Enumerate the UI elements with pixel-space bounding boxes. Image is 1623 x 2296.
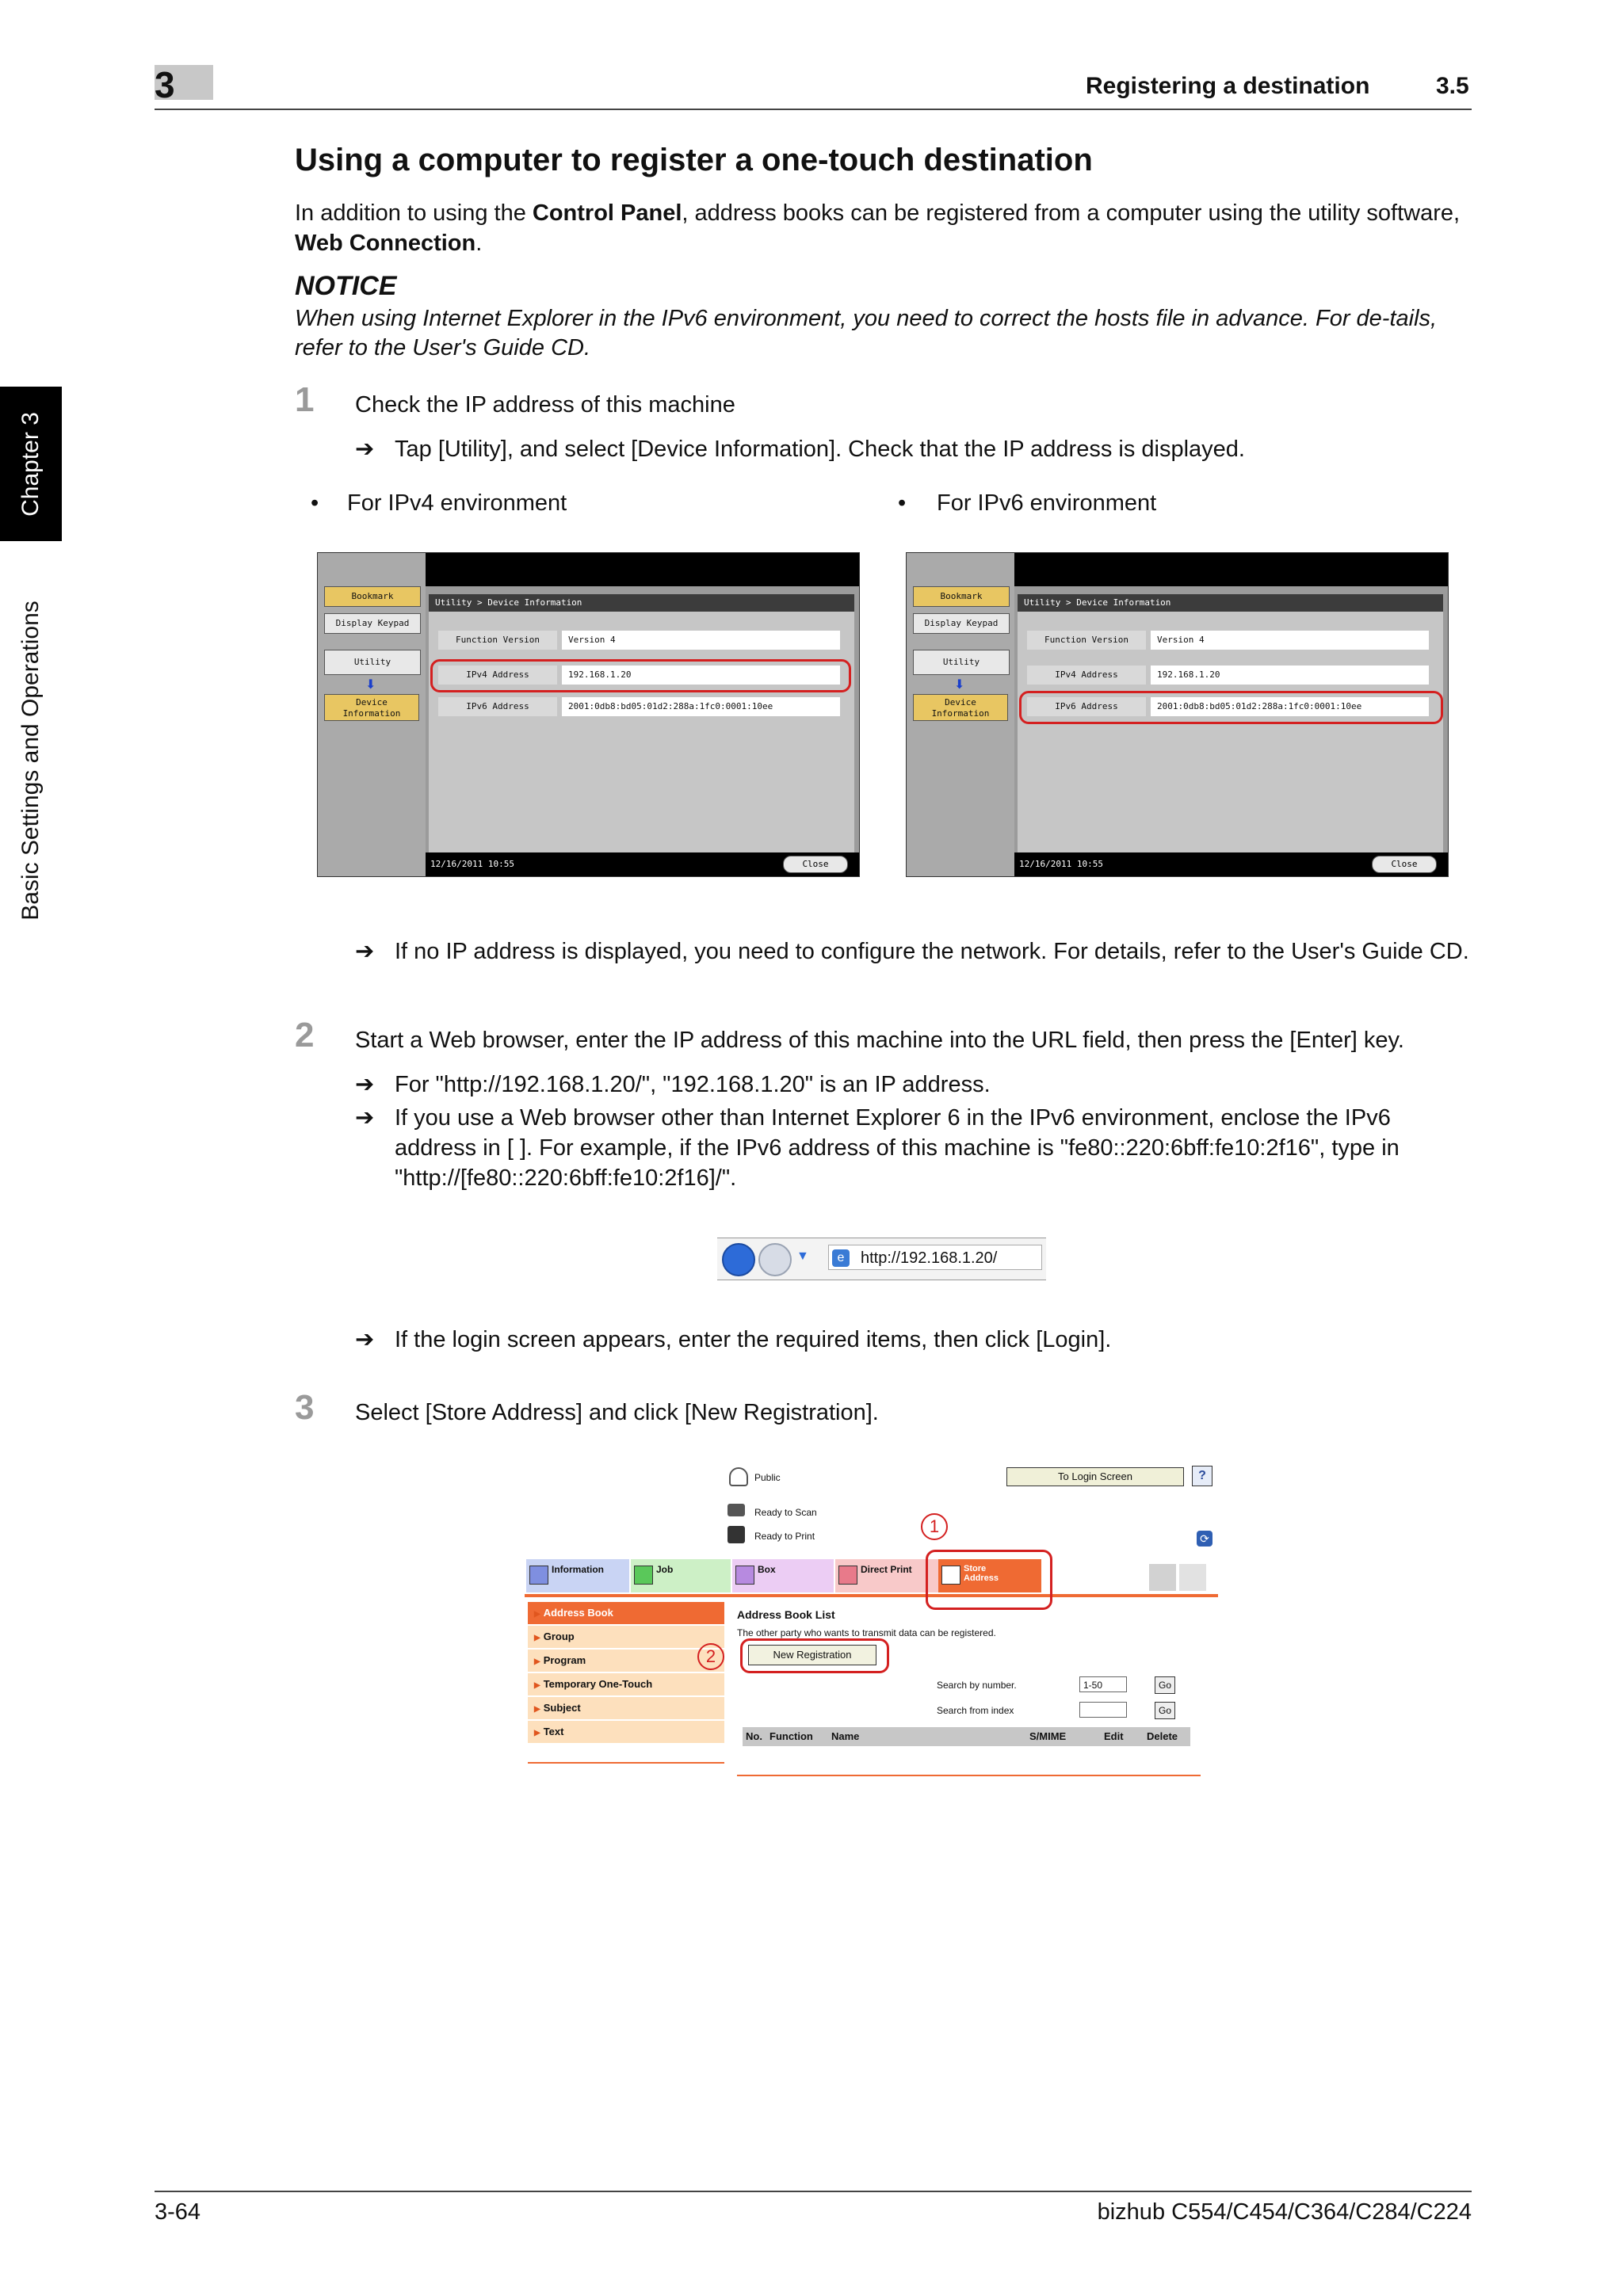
step-number: 2	[295, 1016, 315, 1055]
down-arrow-icon: ⬇	[365, 678, 376, 692]
menu-address-book: ▶ Address Book	[528, 1602, 724, 1624]
step-text: Start a Web browser, enter the IP address of this machine into the URL field, then press the [Enter] key.	[355, 1028, 1404, 1053]
screenshot-ipv6	[906, 552, 1449, 877]
step-text: Check the IP address of this machine	[355, 392, 735, 418]
page-heading: Using a computer to register a one-touch destination	[295, 143, 1093, 177]
step-substep: For "http://192.168.1.20/", "192.168.1.20" is an IP address.	[395, 1072, 991, 1097]
arrow-icon: ➔	[355, 1072, 375, 1097]
device-info-button: Device Information	[913, 694, 1008, 721]
login-screen-button: To Login Screen	[1006, 1467, 1184, 1486]
tab-job: Job	[631, 1559, 731, 1592]
device-info-button: Device Information	[324, 694, 419, 721]
step-substep: If you use a Web browser other than Internet Explorer 6 in the IPv6 environment, enclose the IPv6 address in [ ]. For example, if the IPv6 address of this machine is "fe80::220:6bff:fe10:2f16", type in "http://[fe80::220:6bff:fe10:2f16]/".	[395, 1105, 1400, 1191]
info-row: IPv4 Address 192.168.1.20	[1027, 666, 1429, 685]
ready-scan-label: Ready to Scan	[754, 1507, 817, 1518]
address-table-header: No. Function Name S/MIME Edit Delete	[743, 1727, 1190, 1746]
arrow-icon: ➔	[355, 1327, 375, 1352]
tab-underline	[525, 1594, 1218, 1597]
display-keypad-button: Display Keypad	[324, 613, 421, 634]
intro-paragraph: In addition to using the Control Panel, address books can be registered from a computer using the utility software, Web Connection.	[295, 200, 1461, 256]
info-row: Function Version Version 4	[1027, 631, 1429, 650]
go-button: Go	[1155, 1676, 1175, 1694]
search-index-select	[1079, 1702, 1127, 1718]
highlight-ring	[1019, 691, 1443, 724]
utility-button: Utility	[913, 650, 1010, 675]
step-text: Select [Store Address] and click [New Registration].	[355, 1400, 879, 1425]
printer-icon	[727, 1526, 745, 1543]
bookmark-button: Bookmark	[324, 586, 421, 607]
camera-icon	[1149, 1564, 1176, 1591]
info-row: IPv6 Address 2001:0db8:bd05:01d2:288a:1fc0:0001:10ee	[438, 697, 840, 716]
notice-text: When using Internet Explorer in the IPv6 environment, you need to correct the hosts file in advance. For de-tails, refer to the User's Guide CD.	[295, 306, 1438, 360]
utility-button: Utility	[324, 650, 421, 675]
info-row: Function Version Version 4	[438, 631, 840, 650]
bullet-icon: •	[311, 490, 319, 516]
close-button: Close	[783, 856, 848, 873]
section-number: 3.5	[1436, 73, 1469, 99]
arrow-icon: ➔	[355, 939, 375, 964]
public-label: Public	[754, 1472, 781, 1483]
panel-datetime: 12/16/2011 10:55	[1019, 859, 1103, 869]
notice-title: NOTICE	[295, 271, 397, 301]
side-tab-chapter: Chapter 3	[17, 411, 44, 517]
url-field: http://192.168.1.20/	[828, 1245, 1042, 1270]
menu-subject: ▶ Subject	[528, 1697, 724, 1719]
tab-information: Information	[526, 1559, 629, 1592]
go-button: Go	[1155, 1702, 1175, 1719]
dropdown-icon: ▼	[796, 1249, 809, 1263]
callout-2: 2	[697, 1643, 724, 1670]
callout-ring-new-registration	[740, 1638, 889, 1673]
step-number: 3	[295, 1388, 315, 1427]
user-icon	[729, 1467, 748, 1486]
menu-group: ▶ Group	[528, 1626, 724, 1648]
arrow-icon: ➔	[355, 1105, 375, 1131]
highlight-ring	[430, 659, 851, 692]
list-title: Address Book List	[737, 1608, 835, 1621]
section-title: Registering a destination	[1086, 73, 1370, 99]
callout-1: 1	[921, 1513, 948, 1540]
web-connection-screenshot	[525, 1458, 1218, 1791]
bullet-ipv4: For IPv4 environment	[347, 490, 567, 516]
model-name: bizhub C554/C454/C364/C284/C224	[1097, 2199, 1472, 2225]
chapter-number: 3	[155, 64, 175, 105]
tab-direct-print: Direct Print	[835, 1559, 938, 1592]
tab-store-address: Store Address	[938, 1559, 1041, 1592]
step-substep: Tap [Utility], and select [Device Information]. Check that the IP address is displayed.	[395, 437, 1245, 462]
back-icon	[722, 1243, 755, 1276]
browser-url-bar	[717, 1238, 1046, 1280]
page-number: 3-64	[155, 2199, 201, 2225]
arrow-icon: ➔	[355, 437, 375, 462]
search-number-select: 1-50	[1079, 1676, 1127, 1692]
tab-box: Box	[732, 1559, 834, 1592]
side-tab-title: Basic Settings and Operations	[17, 601, 44, 921]
footer-rule	[155, 2191, 1472, 2192]
bullet-icon: •	[898, 490, 907, 516]
step-note: If the login screen appears, enter the required items, then click [Login].	[395, 1327, 1112, 1352]
help-icon: ?	[1192, 1466, 1212, 1486]
refresh-icon: ⟳	[1197, 1531, 1212, 1547]
info-row: IPv4 Address 192.168.1.20	[438, 666, 840, 685]
bookmark-button: Bookmark	[913, 586, 1010, 607]
menu-program: ▶ Program	[528, 1650, 724, 1672]
display-keypad-button: Display Keypad	[913, 613, 1010, 634]
table-divider	[737, 1775, 1201, 1776]
step-number: 1	[295, 380, 315, 419]
search-index-label: Search from index	[937, 1705, 1014, 1716]
menu-divider	[528, 1762, 724, 1764]
search-number-label: Search by number.	[937, 1680, 1017, 1691]
panel-breadcrumb: Utility > Device Information	[429, 594, 854, 612]
bullet-ipv6: For IPv6 environment	[937, 490, 1157, 516]
header-rule	[155, 109, 1472, 110]
step-note: If no IP address is displayed, you need to configure the network. For details, refer to the User's Guide CD.	[395, 939, 1469, 964]
menu-text: ▶ Text	[528, 1721, 724, 1743]
down-arrow-icon: ⬇	[954, 678, 965, 692]
forward-icon	[758, 1243, 792, 1276]
panel-breadcrumb: Utility > Device Information	[1018, 594, 1443, 612]
close-button: Close	[1372, 856, 1437, 873]
callout-ring-store-address	[926, 1550, 1052, 1610]
menu-temporary-one-touch: ▶ Temporary One-Touch	[528, 1673, 724, 1695]
new-registration-button: New Registration	[748, 1645, 876, 1665]
panel-datetime: 12/16/2011 10:55	[430, 859, 514, 869]
window-icon	[1179, 1564, 1206, 1591]
list-description: The other party who wants to transmit data can be registered.	[737, 1627, 996, 1638]
ready-print-label: Ready to Print	[754, 1531, 815, 1542]
screenshot-ipv4	[317, 552, 860, 877]
info-row: IPv6 Address 2001:0db8:bd05:01d2:288a:1fc0:0001:10ee	[1027, 697, 1429, 716]
scanner-icon	[727, 1504, 745, 1516]
ie-icon: e	[832, 1249, 850, 1267]
